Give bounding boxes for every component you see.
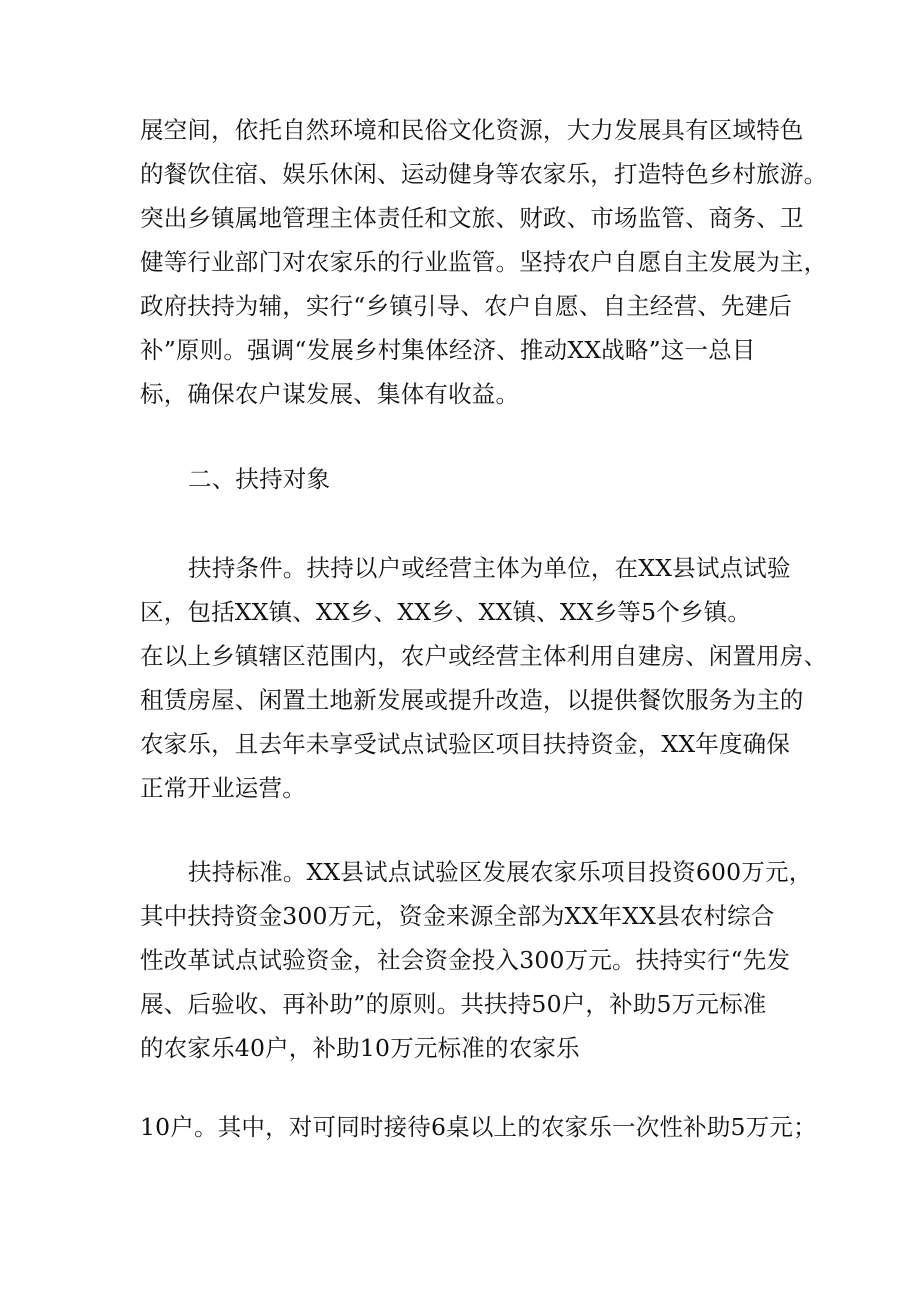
paragraph-4-line-4: 展、后验收、再补助”的原则。共扶持50户，补助5万元标准 xyxy=(140,990,767,1018)
paragraph-3-line-1: 扶持条件。扶持以户或经营主体为单位，在XX县试点试验 xyxy=(188,554,791,582)
paragraph-1-line-1: 展空间，依托自然环境和民俗文化资源，大力发展具有区域特色 xyxy=(140,116,804,144)
paragraph-3-line-6: 正常开业运营。 xyxy=(140,774,306,802)
paragraph-1-line-7: 标，确保农户谋发展、集体有收益。 xyxy=(140,380,520,408)
paragraph-1-line-4: 健等行业部门对农家乐的行业监管。坚持农户自愿自主发展为主， xyxy=(140,248,828,276)
paragraph-4-line-5: 的农家乐40户，补助10万元标准的农家乐 xyxy=(140,1034,580,1062)
paragraph-4-line-1: 扶持标准。XX县试点试验区发展农家乐项目投资600万元， xyxy=(188,858,813,886)
paragraph-3-line-3: 在以上乡镇辖区范围内，农户或经营主体利用自建房、闲置用房、 xyxy=(140,642,828,670)
paragraph-1-line-6: 补”原则。强调“发展乡村集体经济、推动XX战略”这一总目 xyxy=(140,336,756,364)
paragraph-3-line-5: 农家乐，且去年未享受试点试验区项目扶持资金，XX年度确保 xyxy=(140,730,791,758)
section-heading: 二、扶持对象 xyxy=(188,465,331,493)
paragraph-1-line-2: 的餐饮住宿、娱乐休闲、运动健身等农家乐，打造特色乡村旅游。 xyxy=(140,160,828,188)
paragraph-4-line-2: 其中扶持资金300万元，资金来源全部为XX年XX县农村综合 xyxy=(140,902,775,930)
paragraph-1-line-5: 政府扶持为辅，实行“乡镇引导、农户自愿、自主经营、先建后 xyxy=(140,292,793,320)
paragraph-3-line-2: 区，包括XX镇、XX乡、XX乡、XX镇、XX乡等5个乡镇。 xyxy=(140,598,752,626)
paragraph-4-line-3: 性改革试点试验资金，社会资金投入300万元。扶持实行“先发 xyxy=(140,946,791,974)
paragraph-3-line-4: 租赁房屋、闲置土地新发展或提升改造，以提供餐饮服务为主的 xyxy=(140,686,804,714)
paragraph-5-line-1: 10户。其中，对可同时接待6桌以上的农家乐一次性补助5万元； xyxy=(140,1113,817,1141)
paragraph-1-line-3: 突出乡镇属地管理主体责任和文旅、财政、市场监管、商务、卫 xyxy=(140,204,804,232)
